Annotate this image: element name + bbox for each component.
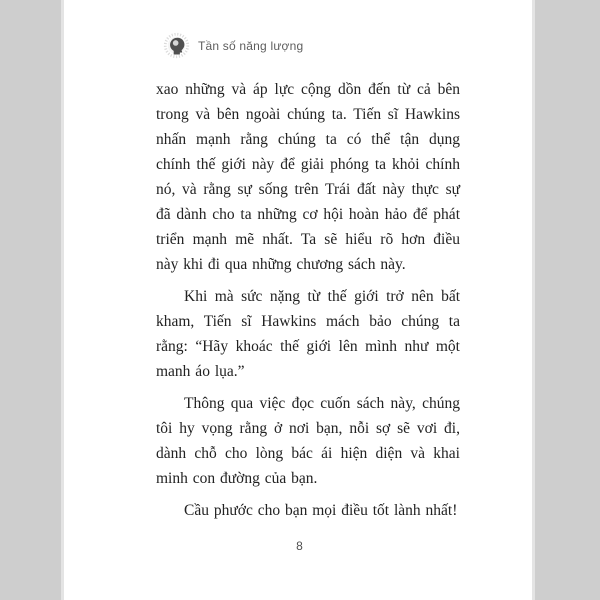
paragraph	[156, 77, 460, 277]
paragraph	[156, 498, 460, 523]
text-line: minh con đường của bạn.	[156, 470, 318, 487]
mind-sunburst-icon	[163, 32, 190, 59]
paragraph	[156, 284, 460, 384]
text-line: nhấn mạnh rằng chúng ta có thể tận dụng	[156, 131, 460, 148]
text-line: tôi hy vọng rằng ở nơi bạn, nỗi sợ sẽ vơi đi,	[156, 420, 460, 437]
text-line: rằng: “Hãy khoác thế giới lên mình như một	[156, 338, 460, 355]
page-header	[163, 32, 303, 59]
text-line: kham, Tiến sĩ Hawkins mách bảo chúng ta	[156, 313, 460, 330]
text-line: chính thế giới này để giải phóng ta khỏi chính	[156, 156, 460, 173]
text-line: Cầu phước cho bạn mọi điều tốt lành nhất!	[184, 502, 458, 519]
text-line: Thông qua việc đọc cuốn sách này, chúng	[184, 395, 460, 412]
text-line: nó, và rằng sự sống trên Trái đất này thực sự	[156, 181, 460, 198]
text-line: xao những và áp lực cộng dồn đến từ cả bên	[156, 81, 460, 98]
text-line: trong và bên ngoài chúng ta. Tiến sĩ Hawkins	[156, 106, 460, 123]
text-line: triển mạnh mẽ nhất. Ta sẽ hiểu rõ hơn điều	[156, 231, 460, 248]
text-line: này khi đi qua những chương sách này.	[156, 256, 406, 273]
book-page	[67, 0, 532, 600]
text-line: Khi mà sức nặng từ thế giới trở nên bất	[184, 288, 460, 305]
paragraph	[156, 391, 460, 491]
book-title-header: Tần số năng lượng	[198, 38, 304, 53]
left-margin-strip	[0, 0, 64, 600]
page-number: 8	[296, 539, 303, 553]
text-line: dành chỗ cho lòng bác ái hiện diện và khai	[156, 445, 460, 462]
text-line: đã dành cho ta những cơ hội hoàn hảo để phát	[156, 206, 460, 223]
text-block	[156, 77, 460, 530]
text-line: manh áo lụa.”	[156, 363, 245, 380]
right-margin-strip	[532, 0, 600, 600]
